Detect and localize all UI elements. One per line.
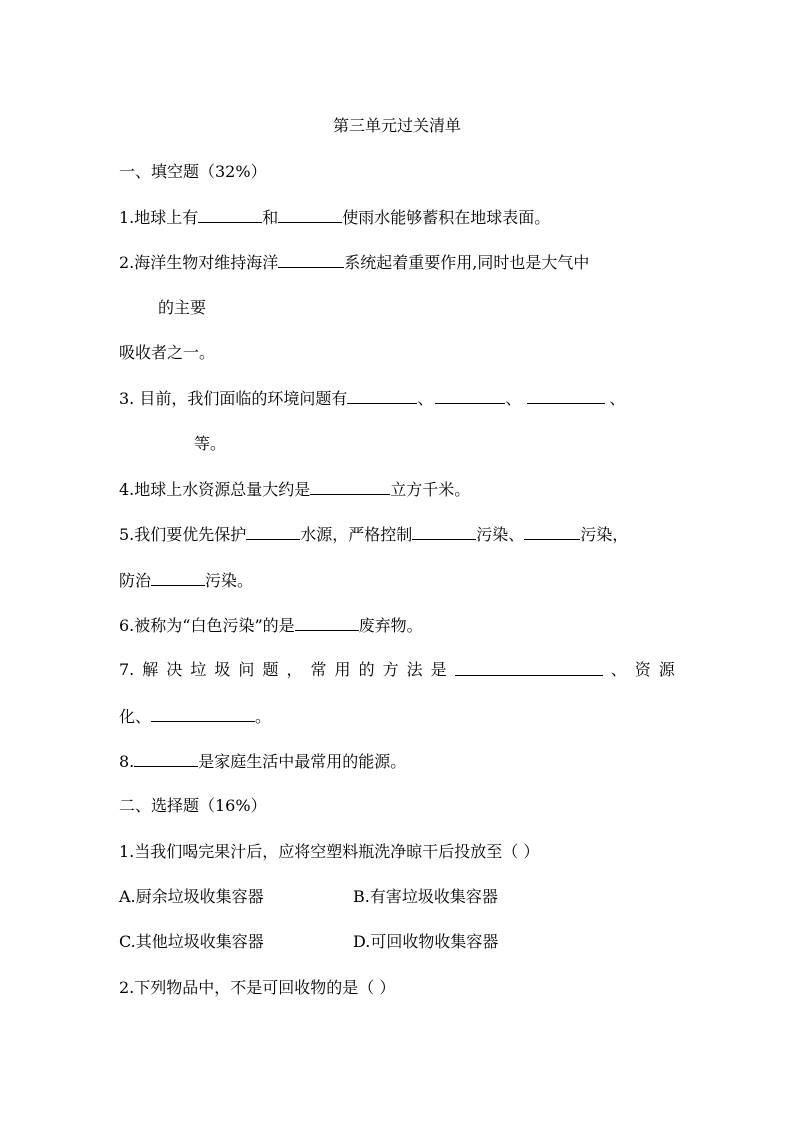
question-2: 2.海洋生物对维持海洋 系统起着重要作用,同时也是大气中 [119,253,590,272]
question-3-cont: 等。 [120,433,226,455]
question-2-end: 吸收者之一。 [119,343,216,362]
answer-blank[interactable] [310,478,390,495]
question-2-cont: 的主要 [158,298,207,317]
option-d[interactable]: D.可回收物收集容器 [353,932,499,951]
choice-question-1: 1.当我们喝完果汁后，应将空塑料瓶洗净晾干后投放至（ ） [119,842,540,861]
answer-blank[interactable] [412,523,476,540]
choice-options-row-2 [119,931,587,953]
answer-blank[interactable] [151,705,255,722]
section-heading-fill-blank: 一、填空题（32%） [119,162,267,181]
page-title: 第三单元过关清单 [332,116,461,135]
question-5-cont: 防治 污染。 [119,571,254,590]
answer-blank[interactable] [278,206,342,223]
option-c[interactable]: C.其他垃圾收集容器 [119,932,264,951]
answer-blank[interactable] [120,433,194,449]
section-heading-choice: 二、选择题（16%） [119,796,267,815]
question-7-cont: 化、 。 [119,707,272,726]
choice-question-2: 2.下列物品中，不是可回收物的是（ ） [119,978,396,997]
answer-blank[interactable] [435,387,505,404]
choice-options-row-1 [119,886,587,908]
question-8: 8. 是家庭生活中最常用的能源。 [119,752,407,771]
answer-blank[interactable] [347,387,417,404]
question-6: 6.被称为“白色污染”的是 废弃物。 [119,616,423,635]
option-b[interactable]: B.有害垃圾收集容器 [353,887,498,906]
question-4: 4.地球上水资源总量大约是 立方千米。 [119,480,471,499]
question-5: 5.我们要优先保护 水源，严格控制 污染、 污染， [119,525,629,544]
answer-blank[interactable] [455,659,603,676]
question-7: 7. 解 决 垃 圾 问 题 ， 常 用 的 方 法 是 、 资 源 [119,660,675,679]
answer-blank[interactable] [134,750,198,767]
answer-blank[interactable] [295,614,359,631]
answer-blank[interactable] [151,569,205,586]
answer-blank[interactable] [527,387,605,404]
answer-blank[interactable] [278,251,344,268]
question-1: 1.地球上有 和 使雨水能够蓄积在地球表面。 [119,208,551,227]
answer-blank[interactable] [246,523,300,540]
answer-blank[interactable] [198,206,262,223]
question-3: 3. 目前，我们面临的环境问题有 、 、 、 [119,389,626,408]
option-a[interactable]: A.厨余垃圾收集容器 [119,887,264,906]
answer-blank[interactable] [524,523,580,540]
